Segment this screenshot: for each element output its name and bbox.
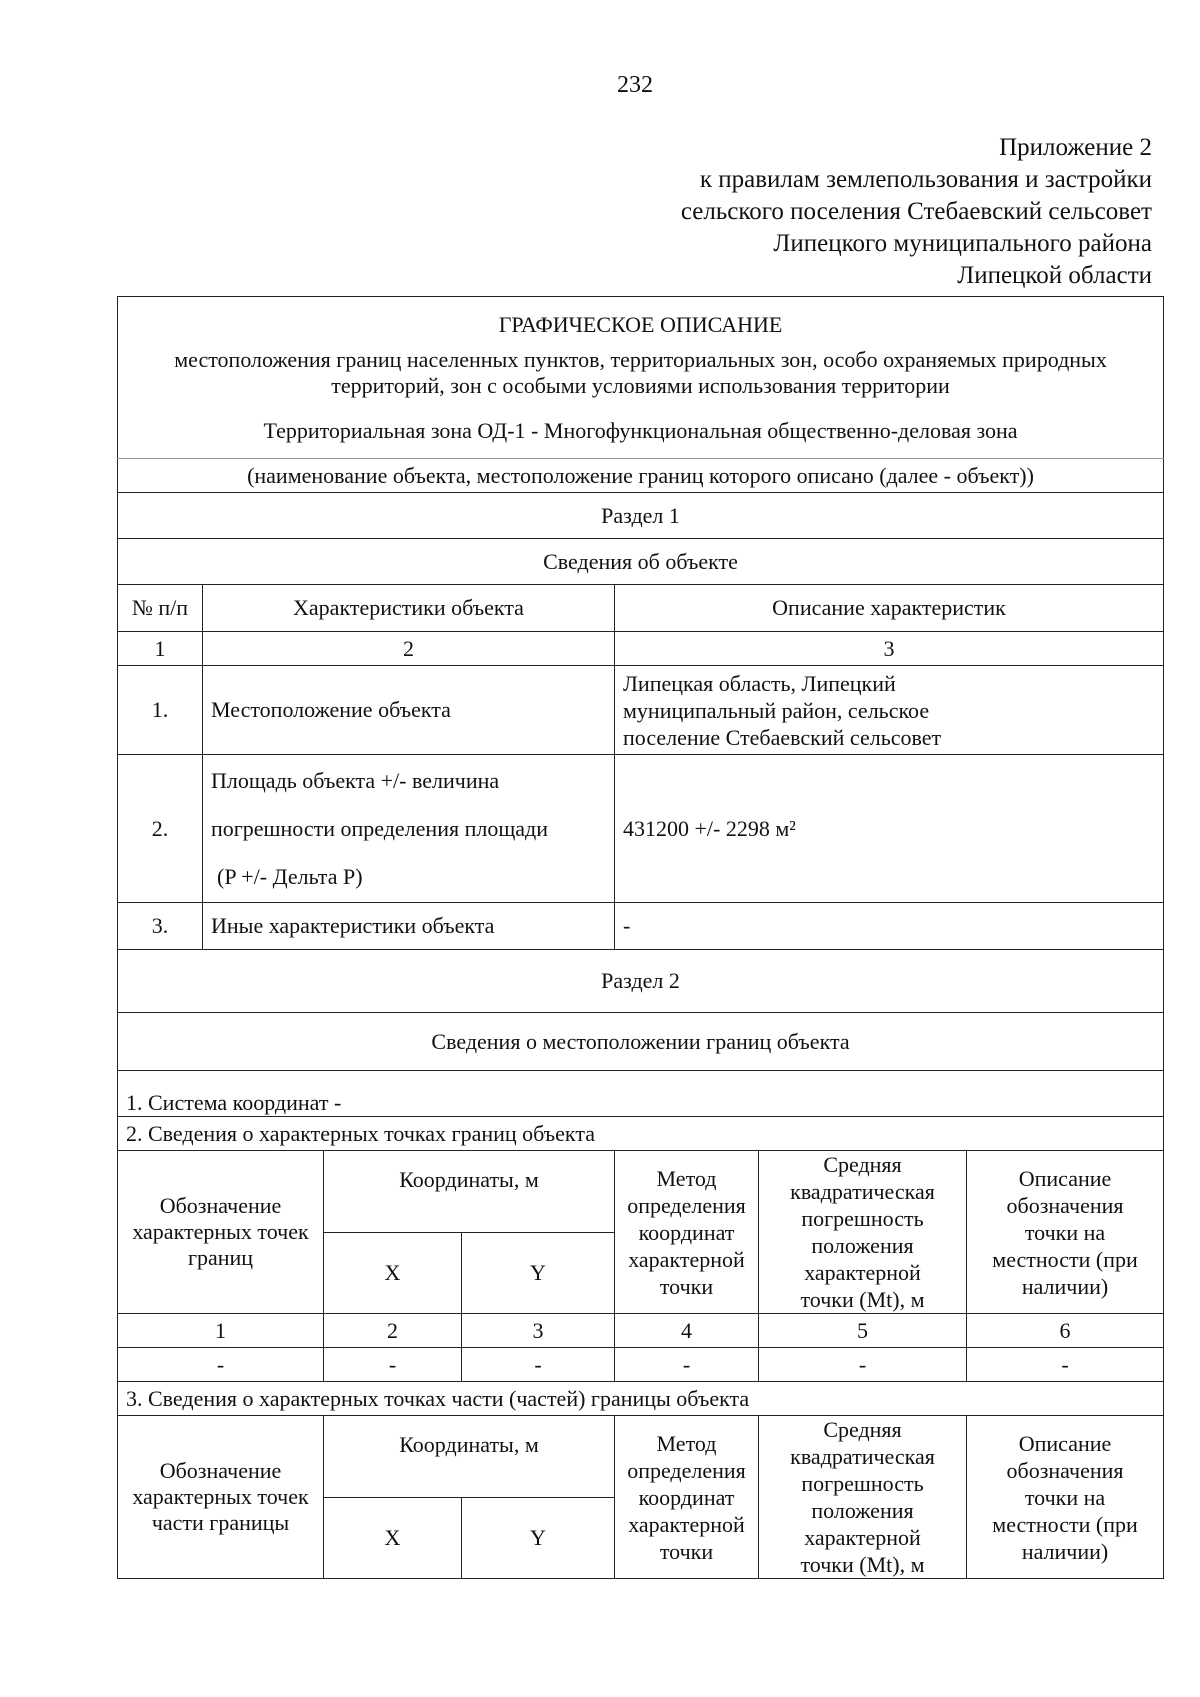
parts-title: 3. Сведения о характерных точках части (частей) границы объекта xyxy=(118,1382,1164,1416)
row-name xyxy=(203,755,615,903)
table-cell: - xyxy=(462,1348,615,1382)
th-line: квадратическая xyxy=(790,1444,935,1469)
th-line: погрешность xyxy=(801,1471,924,1496)
col-number: 4 xyxy=(615,1314,759,1348)
th-line: положения xyxy=(811,1233,914,1258)
th-line: наличии) xyxy=(1021,1273,1109,1299)
table-cell: - xyxy=(967,1348,1164,1382)
th-line: квадратическая xyxy=(790,1179,935,1204)
value-line: муниципальный район, сельское xyxy=(623,697,930,723)
th-designation xyxy=(118,1151,324,1314)
th-line: Средняя xyxy=(823,1417,902,1442)
value-line: Липецкая область, Липецкий xyxy=(623,670,896,696)
table-cell: - xyxy=(759,1348,967,1382)
th-line: Метод определения xyxy=(627,1165,746,1218)
col-number: 3 xyxy=(615,632,1164,666)
th-x: X xyxy=(324,1497,462,1579)
name-line: погрешности определения площади xyxy=(211,815,549,841)
th-error xyxy=(759,1151,967,1314)
row-num: 1. xyxy=(118,666,203,755)
row-value: - xyxy=(615,903,1164,950)
zone-name: Территориальная зона ОД-1 - Многофункциональная общественно-деловая зона xyxy=(118,415,1164,459)
th-line: Метод определения xyxy=(627,1430,746,1483)
name-line: (P +/- Дельта P) xyxy=(217,863,363,889)
col-header-characteristics: Характеристики объекта xyxy=(203,585,615,632)
th-method xyxy=(615,1416,759,1579)
th-line: положения xyxy=(811,1498,914,1523)
th-point-desc xyxy=(967,1416,1164,1579)
th-coordinates: Координаты, м xyxy=(324,1151,615,1233)
row-num: 3. xyxy=(118,903,203,950)
th-line: Средняя xyxy=(823,1152,902,1177)
th-line: Описание xyxy=(1018,1165,1112,1191)
col-number: 6 xyxy=(967,1314,1164,1348)
th-line: координат xyxy=(638,1219,735,1245)
coord-system: 1. Система координат - xyxy=(118,1071,1164,1117)
appendix-block xyxy=(681,132,1152,292)
th-line: характерных точек xyxy=(132,1484,309,1509)
col-number: 3 xyxy=(462,1314,615,1348)
th-point-desc xyxy=(967,1151,1164,1314)
th-line: характерной точки xyxy=(628,1246,745,1299)
description-line: территорий, зон с особыми условиями использования территории xyxy=(331,372,950,398)
th-line: характерной xyxy=(804,1525,921,1550)
th-line: Описание xyxy=(1018,1430,1112,1456)
points-title: 2. Сведения о характерных точках границ объекта xyxy=(118,1117,1164,1151)
section1-title: Раздел 1 xyxy=(118,493,1164,539)
name-line: Площадь объекта +/- величина xyxy=(211,767,500,793)
description-line: местоположения границ населенных пунктов, территориальных зон, особо охраняемых природных xyxy=(174,346,1107,372)
row-name: Местоположение объекта xyxy=(203,666,615,755)
th-line: местности (при xyxy=(992,1511,1138,1537)
table-cell: - xyxy=(324,1348,462,1382)
appendix-line: Липецкой области xyxy=(957,262,1152,289)
th-line: наличии) xyxy=(1021,1538,1109,1564)
th-line: точки на xyxy=(1024,1484,1106,1510)
graphic-description-table xyxy=(117,296,1164,1579)
section1-subtitle: Сведения об объекте xyxy=(118,539,1164,585)
section2-title: Раздел 2 xyxy=(118,950,1164,1013)
th-line: характерных точек xyxy=(132,1219,309,1244)
document-description xyxy=(118,347,1164,415)
appendix-line: Приложение 2 xyxy=(999,134,1152,161)
appendix-line: к правилам землепользования и застройки xyxy=(699,166,1152,193)
th-line: Обозначение xyxy=(159,1458,282,1483)
col-number: 1 xyxy=(118,632,203,666)
th-coordinates: Координаты, м xyxy=(324,1416,615,1498)
th-x: X xyxy=(324,1232,462,1314)
appendix-line: Липецкого муниципального района xyxy=(773,230,1152,257)
th-error xyxy=(759,1416,967,1579)
table-cell: - xyxy=(615,1348,759,1382)
row-value xyxy=(615,666,1164,755)
th-line: точки (Mt), м xyxy=(800,1287,925,1312)
row-num: 2. xyxy=(118,755,203,903)
th-line: границ xyxy=(187,1245,254,1270)
col-number: 2 xyxy=(324,1314,462,1348)
object-caption: (наименование объекта, местоположение границ которого описано (далее - объект)) xyxy=(118,459,1164,493)
th-line: Обозначение xyxy=(159,1193,282,1218)
col-header-num: № п/п xyxy=(118,585,203,632)
th-line: координат xyxy=(638,1484,735,1510)
page-number: 232 xyxy=(617,72,653,98)
th-line: погрешность xyxy=(801,1206,924,1231)
col-number: 5 xyxy=(759,1314,967,1348)
th-line: части границы xyxy=(151,1510,290,1535)
th-designation-part xyxy=(118,1416,324,1579)
th-line: характерной xyxy=(804,1260,921,1285)
table-cell: - xyxy=(118,1348,324,1382)
value-line: поселение Стебаевский сельсовет xyxy=(623,724,942,750)
th-line: точки на xyxy=(1024,1219,1106,1245)
th-line: обозначения xyxy=(1006,1192,1124,1218)
appendix-line: сельского поселения Стебаевский сельсовет xyxy=(680,198,1152,225)
th-y: Y xyxy=(462,1232,615,1314)
section2-subtitle: Сведения о местоположении границ объекта xyxy=(118,1013,1164,1071)
row-name: Иные характеристики объекта xyxy=(203,903,615,950)
col-number: 1 xyxy=(118,1314,324,1348)
row-value: 431200 +/- 2298 м² xyxy=(615,755,1164,903)
th-line: характерной точки xyxy=(628,1511,745,1564)
document-title: ГРАФИЧЕСКОЕ ОПИСАНИЕ xyxy=(118,297,1164,347)
th-line: местности (при xyxy=(992,1246,1138,1272)
col-header-description: Описание характеристик xyxy=(615,585,1164,632)
th-line: обозначения xyxy=(1006,1457,1124,1483)
th-line: точки (Mt), м xyxy=(800,1552,925,1577)
th-method xyxy=(615,1151,759,1314)
th-y: Y xyxy=(462,1497,615,1579)
col-number: 2 xyxy=(203,632,615,666)
